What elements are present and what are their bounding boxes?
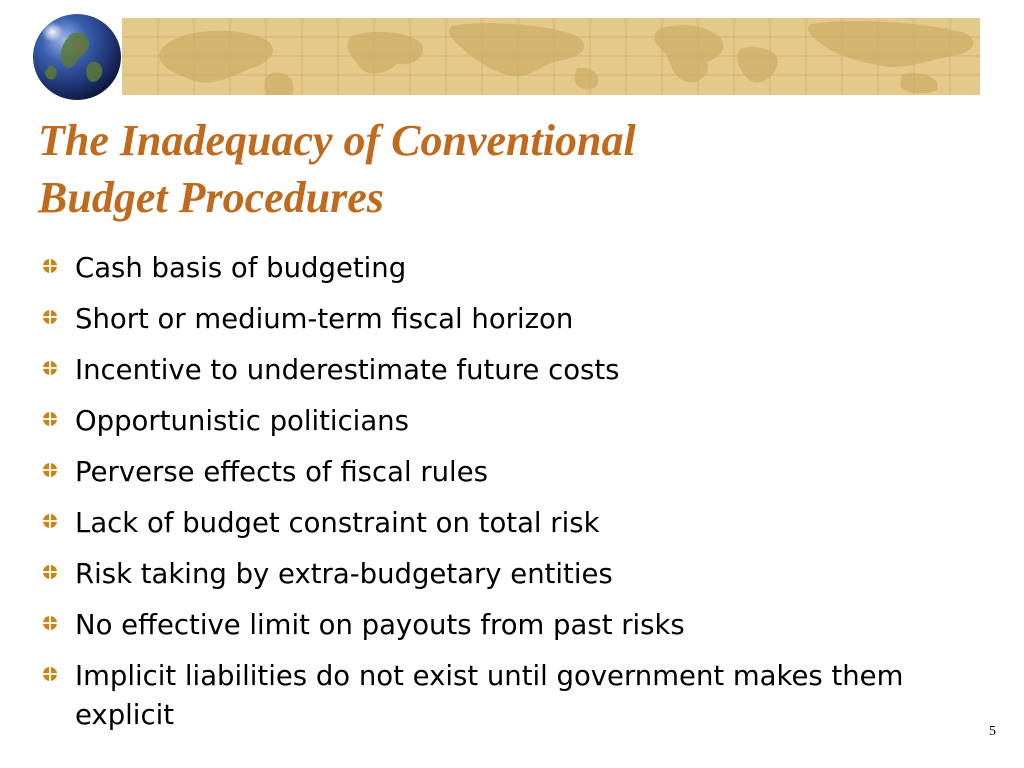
bullet-text: No effective limit on payouts from past risks bbox=[75, 609, 685, 641]
bullet-icon bbox=[42, 666, 58, 682]
bullet-icon bbox=[42, 411, 58, 427]
globe-icon bbox=[31, 12, 123, 102]
list-item bbox=[42, 249, 992, 288]
bullet-text: Implicit liabilities do not exist until government makes them explicit bbox=[75, 660, 904, 731]
list-item bbox=[42, 657, 992, 735]
list-item bbox=[42, 351, 992, 390]
list-item bbox=[42, 606, 992, 645]
bullet-list bbox=[42, 249, 992, 747]
world-map-banner bbox=[122, 18, 980, 95]
list-item bbox=[42, 453, 992, 492]
page-number: 5 bbox=[989, 724, 996, 739]
bullet-icon bbox=[42, 615, 58, 631]
bullet-icon bbox=[42, 258, 58, 274]
bullet-icon bbox=[42, 564, 58, 580]
list-item bbox=[42, 555, 992, 594]
list-item bbox=[42, 504, 992, 543]
bullet-icon bbox=[42, 309, 58, 325]
bullet-text: Perverse effects of fiscal rules bbox=[75, 456, 488, 488]
list-item bbox=[42, 300, 992, 339]
bullet-text: Opportunistic politicians bbox=[75, 405, 409, 437]
slide-title-line-1: The Inadequacy of Conventional bbox=[38, 116, 636, 165]
bullet-icon bbox=[42, 462, 58, 478]
bullet-text: Risk taking by extra-budgetary entities bbox=[75, 558, 613, 590]
bullet-icon bbox=[42, 360, 58, 376]
bullet-text: Lack of budget constraint on total risk bbox=[75, 507, 600, 539]
slide-title bbox=[38, 112, 938, 226]
bullet-text: Short or medium-term fiscal horizon bbox=[75, 303, 574, 335]
bullet-text: Incentive to underestimate future costs bbox=[75, 354, 620, 386]
bullet-icon bbox=[42, 513, 58, 529]
bullet-text: Cash basis of budgeting bbox=[75, 252, 407, 284]
slide-title-line-2: Budget Procedures bbox=[38, 173, 384, 222]
list-item bbox=[42, 402, 992, 441]
